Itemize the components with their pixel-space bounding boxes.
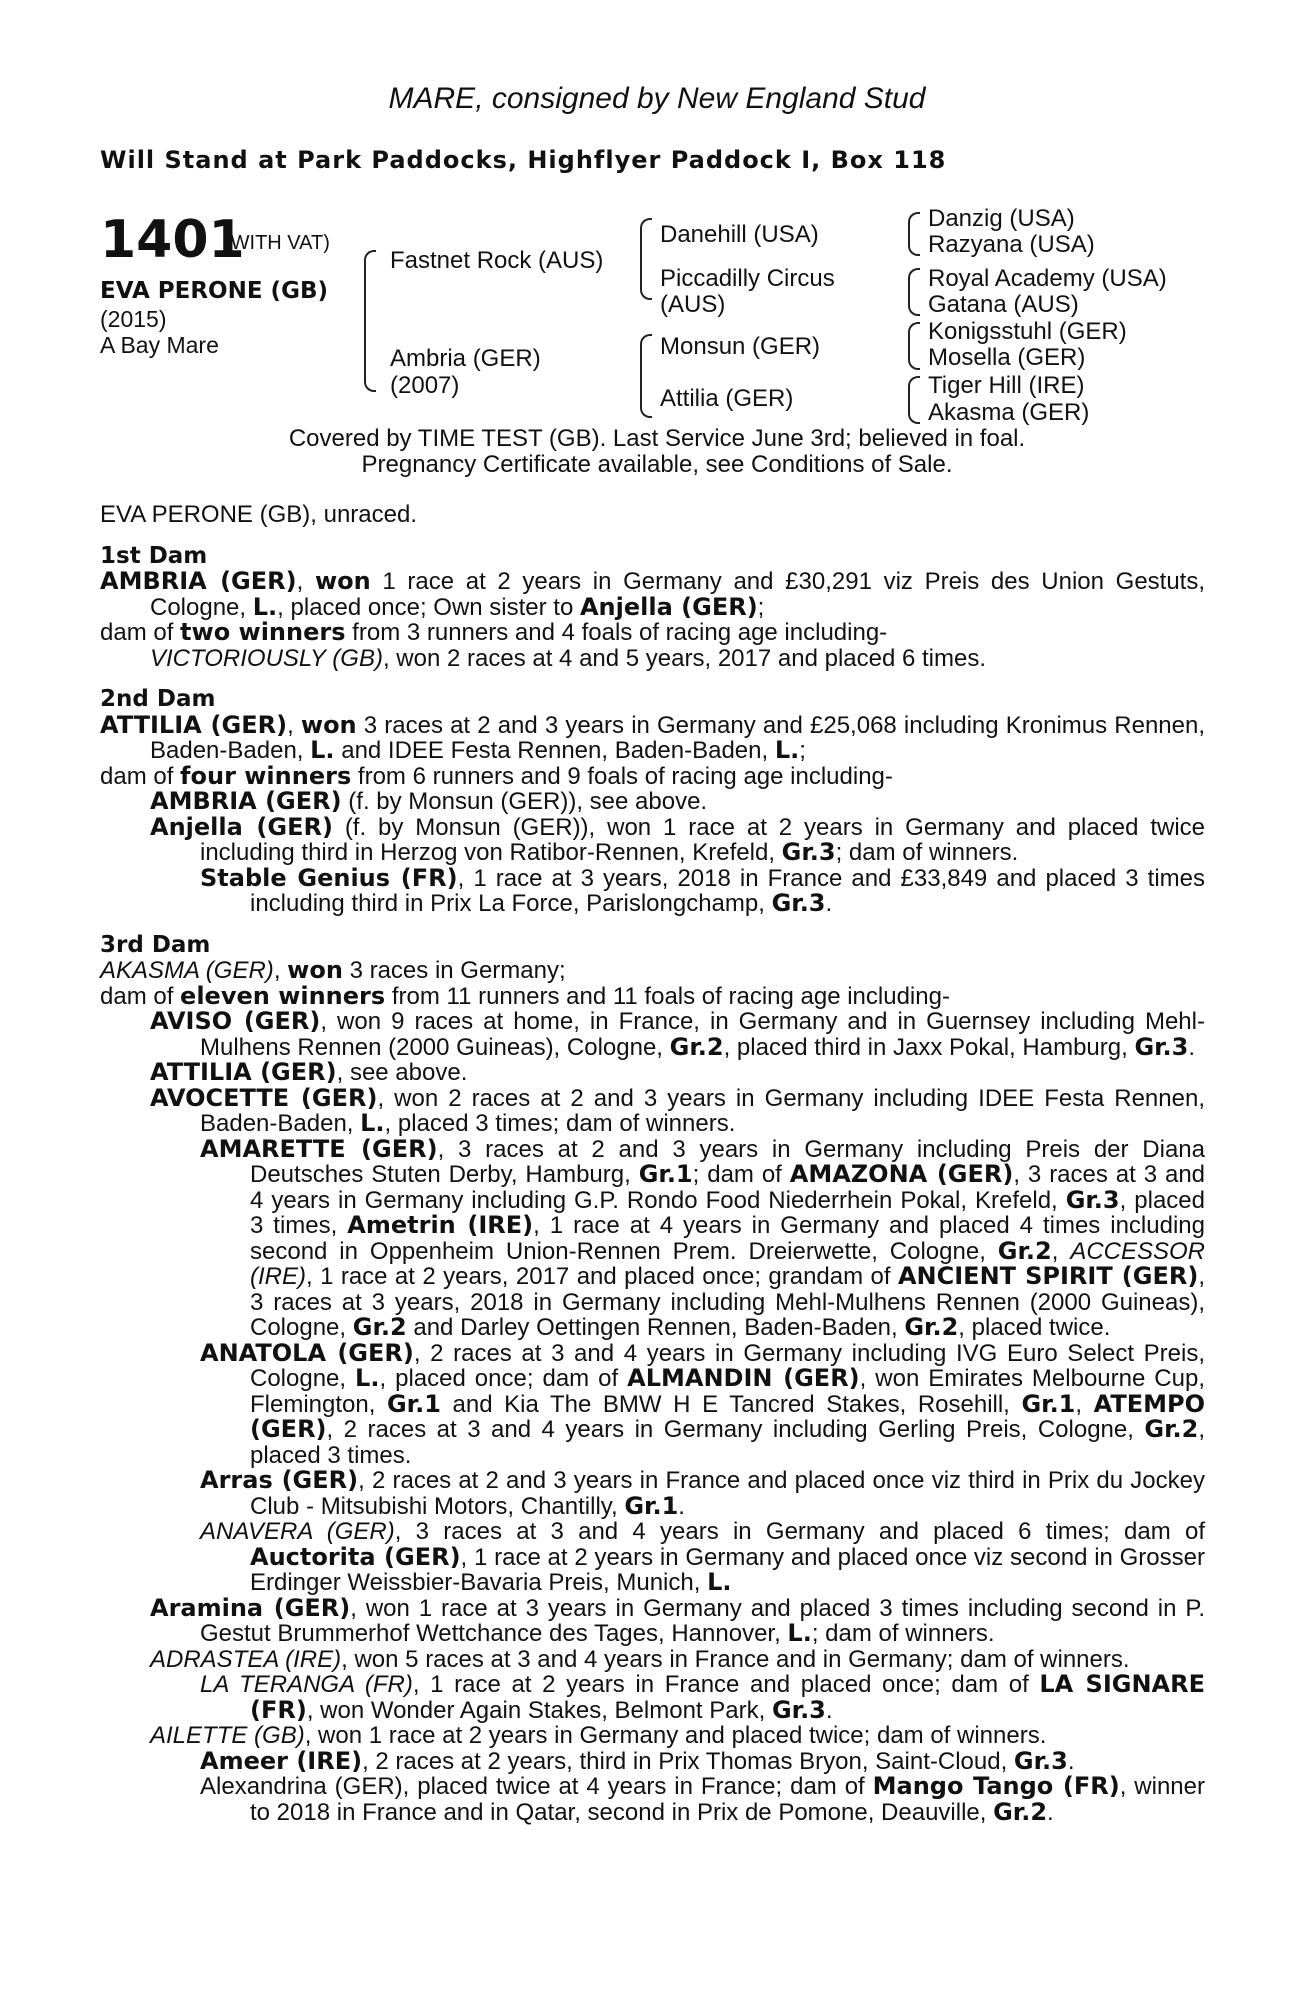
horse-ref: AVOCETTE (GER) (150, 1083, 378, 1112)
record-text: , won 2 races at 2 and 3 years in Germany including IDEE Festa Rennen, Baden-Baden, (200, 1084, 1205, 1137)
horse-ref: AVISO (GER) (150, 1007, 321, 1035)
record-text: , 3 races at 3 years, 2018 in Germany including Mehl-Mulhens Rennen (2000 Guineas), Cologne, (250, 1263, 1205, 1341)
horse-description: A Bay Mare (100, 332, 219, 358)
sire-sire: Danehill (USA) (660, 221, 819, 248)
horse-ref: Ametrin (IRE) (347, 1211, 534, 1239)
pedigree-brace (908, 268, 920, 316)
record-text: ; (757, 593, 765, 621)
dam: Ambria (GER) (390, 345, 541, 372)
record-text: . (1067, 1747, 1075, 1775)
record-text: . (825, 1696, 833, 1724)
record-text: . (678, 1492, 685, 1520)
horse-ref: Auctorita (GER) (250, 1542, 461, 1571)
progeny-entry (100, 1672, 1205, 1723)
listed-mark: L. (252, 592, 278, 621)
record-text: , won 2 races at 4 and 5 years, 2017 and placed 6 times. (382, 644, 987, 672)
horse-ref: VICTORIOUSLY (GB) (150, 644, 383, 672)
horse-ref: ADRASTEA (IRE) (150, 1645, 342, 1673)
record-text: 1 race at 2 years in Germany and £30,291 viz Preis des Union Gestuts, Cologne, (150, 568, 1206, 621)
horse-ref: ANATOLA (GER) (200, 1338, 414, 1367)
first-dam-record: AMBRIA (GER), won 1 race at 2 years in Germany and £30,291 viz Preis des Union Gestuts, Cologne, L., placed once; Own sister to Anjella (GER); (100, 567, 1206, 621)
winners-count: four winners (180, 761, 352, 790)
horse-ref: AILETTE (GB) (150, 1722, 305, 1749)
record-text: , 2 races at 3 and 4 years in Germany including Gerling Preis, Cologne, (326, 1416, 1145, 1443)
record-text: , won 5 races at 3 and 4 years in France and in Germany; dam of winners. (341, 1645, 1130, 1673)
record-text: , placed 3 times; dam of winners. (384, 1110, 736, 1137)
listed-mark: L. (360, 1109, 385, 1137)
record-text: dam of (100, 762, 181, 790)
dam-of-line (100, 981, 1205, 1010)
group-mark: Gr.1 (624, 1491, 679, 1520)
record-text: , 3 races at 2 and 3 years in Germany including Preis der Diana Deutsches Stuten Derby, Hamburg, (250, 1135, 1205, 1188)
progeny-entry (100, 1593, 1205, 1647)
group-mark: Gr.2 (997, 1236, 1052, 1265)
record-text: , won 1 race at 2 years in Germany and placed twice; dam of winners. (304, 1722, 1047, 1749)
group-mark: Gr.1 (1021, 1389, 1076, 1418)
covered-note (0, 426, 1314, 478)
horse-ref: ACCESSOR (IRE) (250, 1237, 1206, 1290)
record-text: , placed once; Own sister to (277, 593, 580, 621)
record-text: , 2 races at 2 years, third in Prix Thomas Bryon, Saint-Cloud, (362, 1747, 1014, 1775)
record-text: , 3 races at 3 and 4 years in Germany and placed 6 times; dam of (394, 1518, 1205, 1545)
sire-dam-dam: Gatana (AUS) (928, 291, 1079, 318)
progeny-entry (100, 1746, 1205, 1775)
record-text: , won Wonder Again Stakes, Belmont Park, (306, 1696, 772, 1724)
record-text: dam of (100, 982, 181, 1010)
pedigree-brace (640, 334, 652, 418)
horse-name: EVA PERONE (GB) (100, 278, 328, 304)
horse-ref: ANCIENT SPIRIT (GER) (897, 1262, 1199, 1290)
dam-sire: Monsun (GER) (660, 333, 821, 360)
first-dam-heading: 1st Dam (100, 542, 208, 569)
sire-sire-sire: Danzig (USA) (928, 205, 1075, 232)
intro-line: EVA PERONE (GB), unraced. (100, 501, 418, 528)
group-mark: Gr.3 (771, 889, 826, 917)
progeny-entry (100, 863, 1205, 917)
record-text: and Kia The BMW H E Tancred Stakes, Rosehill, (440, 1390, 1022, 1418)
produce-record (100, 502, 1205, 1825)
dam-name: AKASMA (GER) (100, 957, 274, 984)
vat-note: (WITH VAT) (224, 232, 330, 254)
group-mark: Gr.1 (386, 1389, 441, 1418)
horse-ref: Stable Genius (FR) (200, 863, 458, 892)
lot-number: 1401 (100, 210, 245, 270)
horse-ref: Anjella (GER) (150, 812, 333, 841)
progeny-entry (100, 646, 1205, 672)
dam-dam-sire: Tiger Hill (IRE) (928, 372, 1085, 399)
stand-location: Will Stand at Park Paddocks, Highflyer Paddock I, Box 118 (100, 146, 947, 174)
winners-count: two winners (180, 618, 346, 646)
group-mark: Gr.3 (1013, 1746, 1068, 1775)
pregnancy-line: Pregnancy Certificate available, see Conditions of Sale. (361, 451, 953, 478)
listed-mark: L. (774, 736, 800, 764)
horse-ref: Aramina (GER) (150, 1593, 351, 1622)
second-dam-heading: 2nd Dam (100, 686, 216, 712)
horse-ref: LA SIGNARE (FR) (250, 1670, 1206, 1724)
progeny-entry (100, 1519, 1205, 1596)
sire-sire-dam: Razyana (USA) (928, 231, 1095, 258)
record-text: , 1 race at 3 years, 2018 in France and £33,849 and placed 3 times including third in Prix La Force, Parislongchamp, (250, 864, 1205, 917)
horse-ref: ANAVERA (GER) (200, 1518, 395, 1545)
listed-mark: L. (310, 736, 335, 764)
group-mark: Gr.3 (1065, 1185, 1120, 1214)
record-text: , 3 races at 3 and 4 years in Germany including G.P. Rondo Food Niederrhein Pokal, Krefeld, (250, 1161, 1206, 1214)
record-text: , placed 3 times. (250, 1416, 1205, 1469)
record-text: ; dam of winners. (811, 1620, 995, 1647)
third-dam-heading: 3rd Dam (100, 931, 211, 958)
pedigree-brace (908, 376, 920, 424)
record-text: , winner to 2018 in France and in Qatar, second in Prix de Pomone, Deauville, (250, 1773, 1205, 1826)
record-text: from 11 runners and 11 foals of racing age including- (385, 982, 950, 1010)
progeny-entry (100, 789, 1205, 815)
pedigree-brace (364, 250, 376, 392)
group-mark: Gr.3 (1134, 1032, 1189, 1061)
record-text: . (1188, 1033, 1196, 1061)
record-text: , won 9 races at home, in France, in Germany and in Guernsey including Mehl-Mulhens Rennen (2000 Guineas), Cologne, (200, 1008, 1205, 1061)
horse-ref: Arras (GER) (200, 1466, 359, 1494)
dam-name: ATTILIA (GER) (100, 710, 288, 739)
record-text: and Darley Oettingen Rennen, Baden-Baden, (406, 1314, 905, 1341)
record-text: , placed third in Jaxx Pokal, Hamburg, (723, 1033, 1135, 1061)
won-label: won (314, 567, 371, 595)
dam-sire-dam: Mosella (GER) (928, 344, 1086, 371)
dam-dam-dam: Akasma (GER) (928, 399, 1090, 426)
progeny-entry (100, 1009, 1205, 1060)
record-text: dam of (100, 619, 181, 646)
horse-ref: ALMANDIN (GER) (627, 1364, 860, 1392)
record-text: (f. by Monsun (GER)), see above. (341, 788, 708, 815)
group-mark: Gr.1 (638, 1160, 693, 1188)
record-text: , (1051, 1237, 1071, 1265)
group-mark: Gr.2 (669, 1032, 724, 1061)
horse-ref: ATEMPO (GER) (250, 1389, 1206, 1443)
horse-ref: AMBRIA (GER) (150, 787, 342, 815)
record-text: ; (799, 737, 806, 764)
sire-dam: Piccadilly Circus (660, 265, 835, 292)
record-text: Alexandrina (GER), placed twice at 4 years in France; dam of (200, 1773, 873, 1800)
sire-dam-country: (AUS) (660, 291, 726, 318)
record-text: , placed twice. (958, 1314, 1111, 1341)
record-text: ; dam of (692, 1161, 790, 1188)
record-text: , 1 race at 2 years, 2017 and placed once; grandam of (306, 1263, 898, 1290)
record-text: 3 races at 2 and 3 years in Germany and £25,068 including Kronimus Rennen, Baden-Baden, (150, 711, 1206, 764)
third-dam-record: AKASMA (GER), won 3 races in Germany; (100, 956, 566, 984)
dam-name: AMBRIA (GER) (100, 567, 297, 595)
record-text: from 6 runners and 9 foals of racing age including- (351, 762, 893, 790)
record-text: , 1 race at 4 years in Germany and placed 4 times including second in Oppenheim Union-Rennen Prem. Dreierwette, Cologne, (250, 1212, 1205, 1265)
dam-dam: Attilia (GER) (660, 385, 794, 412)
sire-dam-sire: Royal Academy (USA) (928, 265, 1167, 292)
winners-count: eleven winners (180, 981, 386, 1010)
horse-ref: Anjella (GER) (579, 592, 758, 621)
record-text: , see above. (336, 1059, 468, 1086)
progeny-entry (100, 1060, 1205, 1086)
horse-ref: LA TERANGA (FR) (200, 1671, 413, 1698)
record-text: , 1 race at 2 years in Germany and placed once viz second in Grosser Erdinger Weissbier-Bavaria Preis, Munich, (250, 1543, 1205, 1596)
group-mark: Gr.3 (781, 838, 836, 866)
progeny-entry (100, 1468, 1205, 1519)
group-mark: Gr.2 (1144, 1415, 1199, 1443)
pedigree-brace (908, 212, 920, 256)
listed-mark: L. (355, 1364, 380, 1392)
covered-line: Covered by TIME TEST (GB). Last Service June 3rd; believed in foal. (288, 425, 1026, 452)
record-text: , (1075, 1390, 1094, 1418)
record-text: , 2 races at 3 and 4 years in Germany including IVG Euro Select Preis, Cologne, (250, 1339, 1205, 1392)
group-mark: Gr.2 (352, 1313, 407, 1341)
horse-ref: Ameer (IRE) (200, 1746, 363, 1775)
won-label: won (300, 710, 357, 739)
won-label: won (287, 956, 343, 984)
dam-of-line (100, 761, 1205, 790)
record-text: , 1 race at 2 years in France and placed once; dam of (412, 1671, 1040, 1698)
dam-of-line (100, 620, 1205, 646)
progeny-entry (100, 1723, 1205, 1749)
dam-sire-sire: Konigsstuhl (GER) (928, 318, 1127, 345)
record-text: 3 races in Germany; (342, 957, 566, 984)
group-mark: Gr.2 (993, 1797, 1048, 1826)
progeny-entry (100, 1083, 1205, 1137)
listed-mark: L. (787, 1619, 812, 1647)
record-text: ; dam of winners. (835, 839, 1019, 866)
group-mark: Gr.2 (904, 1313, 959, 1341)
dam-year: (2007) (390, 372, 460, 399)
group-mark: Gr.3 (771, 1695, 826, 1724)
record-text: , won 1 race at 3 years in Germany and placed 3 times including second in P. Gestut Brummerhof Wettchance des Tages, Hannover, (200, 1594, 1205, 1647)
pedigree-brace (640, 218, 652, 300)
progeny-entry (100, 1647, 1205, 1673)
record-text: from 3 runners and 4 foals of racing age including- (345, 619, 888, 646)
progeny-entry (100, 1774, 1205, 1825)
sire: Fastnet Rock (AUS) (390, 247, 604, 274)
record-text: , won Emirates Melbourne Cup, Flemington, (250, 1365, 1205, 1418)
horse-ref: AMARETTE (GER) (200, 1134, 438, 1163)
second-dam-record: ATTILIA (GER), won 3 races at 2 and 3 years in Germany and £25,068 including Kronimus Rennen, Baden-Baden, L. and IDEE Festa Rennen, Baden-Baden, L.; (100, 710, 1206, 764)
horse-year: (2015) (100, 306, 167, 332)
pedigree-brace (908, 322, 920, 370)
record-text: , 2 races at 2 and 3 years in France and placed once viz third in Prix du Jockey Club - Mitsubishi Motors, Chantilly, (250, 1467, 1206, 1520)
progeny-entry (100, 1134, 1206, 1341)
progeny-entry (100, 812, 1205, 866)
horse-ref: AMAZONA (GER) (789, 1160, 1014, 1188)
listed-mark: L. (707, 1568, 732, 1596)
horse-ref: ATTILIA (GER) (150, 1058, 337, 1086)
record-text: . (825, 890, 833, 917)
record-text: , placed once; dam of (379, 1365, 628, 1392)
horse-ref: Mango Tango (FR) (872, 1772, 1120, 1800)
progeny-entry (100, 1338, 1206, 1469)
record-text: and IDEE Festa Rennen, Baden-Baden, (334, 737, 775, 764)
record-text: (f. by Monsun (GER)), won 1 race at 2 years in Germany and placed twice including third in Herzog von Ratibor-Rennen, Krefeld, (200, 813, 1205, 866)
record-text: . (1047, 1798, 1054, 1826)
record-text: , placed 3 times, (250, 1186, 1205, 1239)
consignment-line: MARE, consigned by New England Stud (388, 82, 926, 115)
